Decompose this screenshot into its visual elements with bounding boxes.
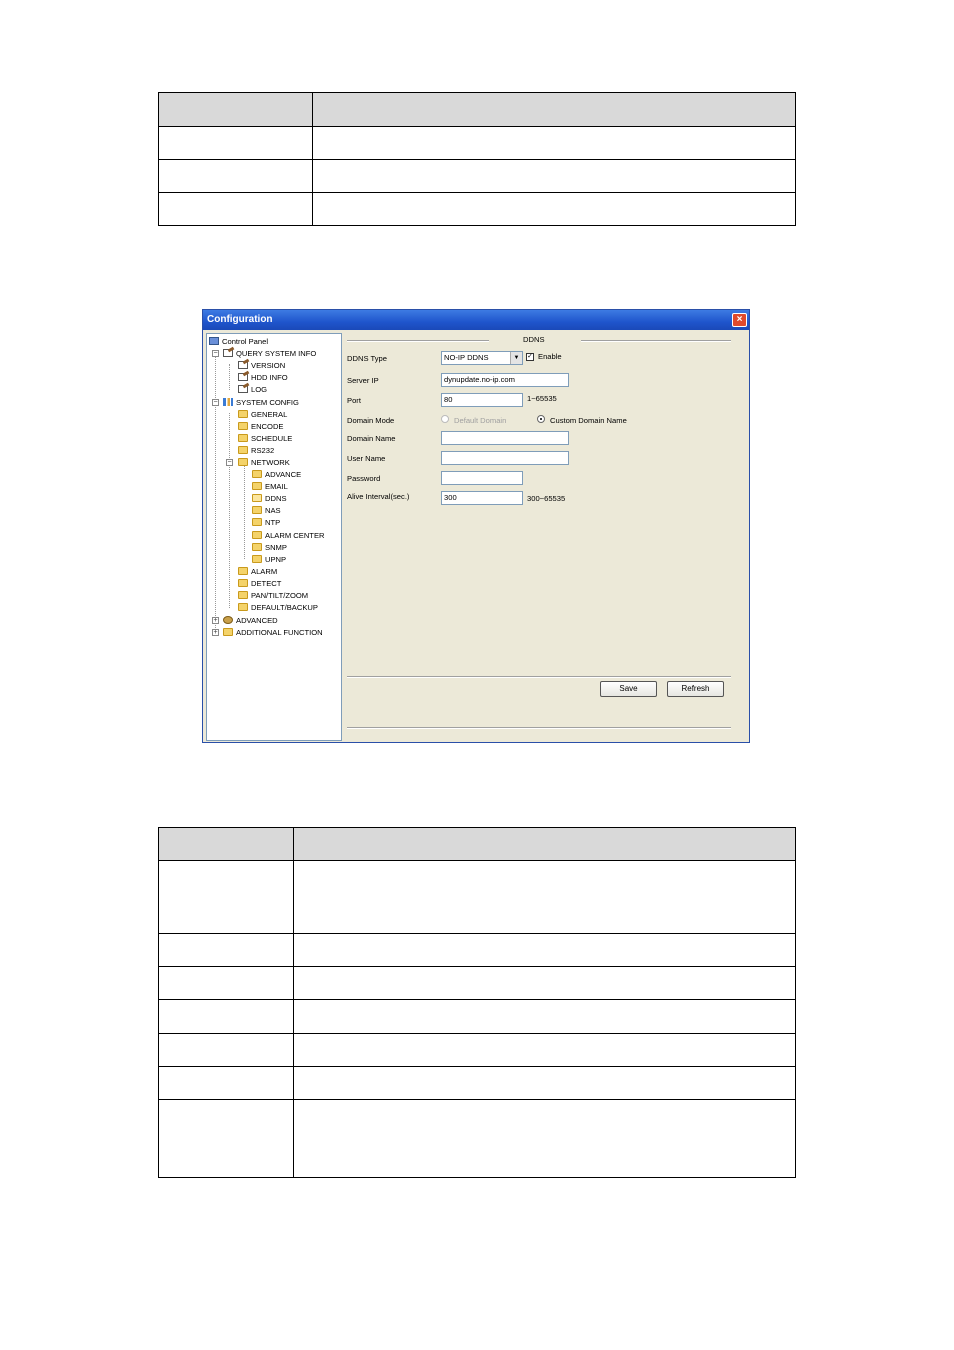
- port-label: Port: [347, 396, 361, 405]
- folder-icon: [238, 434, 248, 442]
- table-cell: [294, 934, 796, 967]
- table-cell: [159, 1100, 294, 1178]
- table-cell: [159, 160, 313, 193]
- port-range-hint: 1~65535: [527, 394, 557, 403]
- table-cell: [294, 828, 796, 861]
- alive-interval-label: Alive Interval(sec.): [347, 492, 410, 501]
- tree-item-advanced[interactable]: ADVANCED: [223, 615, 278, 626]
- tree-item-general[interactable]: GENERAL: [238, 409, 287, 420]
- table-cell: [159, 1000, 294, 1034]
- folder-icon: [238, 567, 248, 575]
- divider: [581, 340, 731, 342]
- section-title: DDNS: [523, 335, 545, 344]
- configuration-window: [202, 309, 750, 743]
- computer-icon: [209, 337, 219, 345]
- close-icon: ×: [736, 314, 743, 325]
- tree-item-query-system-info[interactable]: QUERY SYSTEM INFO: [223, 348, 316, 359]
- domain-name-label: Domain Name: [347, 434, 396, 443]
- table-cell: [294, 967, 796, 1000]
- tree-item-control-panel[interactable]: Control Panel: [209, 336, 268, 347]
- chevron-down-icon: ▼: [510, 352, 522, 364]
- tree-item-email[interactable]: EMAIL: [252, 481, 288, 492]
- tree-item-alarm[interactable]: ALARM: [238, 566, 277, 577]
- tree-item-network[interactable]: NETWORK: [238, 457, 290, 468]
- folder-icon: [238, 603, 248, 611]
- gear-icon: [223, 616, 233, 624]
- user-name-input[interactable]: [441, 451, 569, 465]
- table-row: [159, 1000, 796, 1034]
- expand-toggle[interactable]: +: [213, 617, 218, 624]
- refresh-button[interactable]: Refresh: [667, 681, 724, 697]
- divider: [347, 727, 731, 729]
- table-cell: [294, 1100, 796, 1178]
- tree-item-alarm-center[interactable]: ALARM CENTER: [252, 530, 325, 541]
- table-cell: [159, 828, 294, 861]
- collapse-toggle[interactable]: −: [213, 350, 218, 357]
- tree-item-pan-tilt-zoom[interactable]: PAN/TILT/ZOOM: [238, 590, 308, 601]
- table-cell: [294, 1000, 796, 1034]
- alive-interval-range-hint: 300~65535: [527, 494, 566, 503]
- table-row: [159, 127, 796, 160]
- table-cell: [159, 93, 313, 127]
- folder-icon: [238, 422, 248, 430]
- enable-checkbox[interactable]: [526, 353, 534, 361]
- tree-item-default-backup[interactable]: DEFAULT/BACKUP: [238, 602, 318, 613]
- collapse-toggle[interactable]: −: [213, 399, 218, 406]
- notepad-icon: [238, 373, 248, 381]
- table-header-row: [159, 93, 796, 127]
- server-ip-input[interactable]: dynupdate.no-ip.com: [441, 373, 569, 387]
- open-folder-icon: [252, 494, 262, 502]
- table-cell: [294, 1067, 796, 1100]
- save-button[interactable]: Save: [600, 681, 657, 697]
- title-bar[interactable]: [203, 310, 749, 330]
- table-cell: [313, 160, 796, 193]
- table-row: [159, 967, 796, 1000]
- table-row: [159, 1034, 796, 1067]
- folder-icon: [238, 458, 248, 466]
- tree-item-schedule[interactable]: SCHEDULE: [238, 433, 292, 444]
- navigation-tree[interactable]: [206, 333, 342, 741]
- folder-icon: [238, 591, 248, 599]
- top-parameter-table: [158, 92, 796, 226]
- ddns-settings-panel: [343, 332, 749, 742]
- table-cell: [159, 127, 313, 160]
- folder-icon: [238, 410, 248, 418]
- notepad-icon: [238, 385, 248, 393]
- password-label: Password: [347, 474, 381, 483]
- tree-item-version[interactable]: VERSION: [238, 360, 285, 371]
- user-name-label: User Name: [347, 454, 386, 463]
- server-ip-label: Server IP: [347, 376, 379, 385]
- close-button[interactable]: [732, 313, 747, 327]
- folder-icon: [252, 470, 262, 478]
- table-header-row: [159, 828, 796, 861]
- folder-icon: [238, 579, 248, 587]
- table-row: [159, 1067, 796, 1100]
- password-input[interactable]: [441, 471, 523, 485]
- table-cell: [313, 93, 796, 127]
- tree-item-additional-function[interactable]: ADDITIONAL FUNCTION: [223, 627, 323, 638]
- folder-icon: [223, 628, 233, 636]
- table-row: [159, 861, 796, 934]
- port-input[interactable]: 80: [441, 393, 523, 407]
- table-cell: [159, 193, 313, 226]
- ddns-type-select[interactable]: NO-IP DDNS ▼: [441, 351, 523, 365]
- enable-label: Enable: [538, 352, 562, 361]
- table-cell: [313, 127, 796, 160]
- default-domain-label: Default Domain: [454, 416, 507, 425]
- tree-item-rs232[interactable]: RS232: [238, 445, 274, 456]
- alive-interval-input[interactable]: 300: [441, 491, 523, 505]
- folder-icon: [252, 555, 262, 563]
- table-row: [159, 160, 796, 193]
- collapse-toggle[interactable]: −: [227, 459, 232, 466]
- tree-item-snmp[interactable]: SNMP: [252, 542, 287, 553]
- folder-icon: [252, 531, 262, 539]
- folder-icon: [238, 446, 248, 454]
- table-cell: [294, 1034, 796, 1067]
- tree-item-log[interactable]: LOG: [238, 384, 267, 395]
- tree-item-advance[interactable]: ADVANCE: [252, 469, 301, 480]
- table-cell: [159, 934, 294, 967]
- table-row: [159, 934, 796, 967]
- notepad-icon: [238, 361, 248, 369]
- system-config-icon: [223, 398, 233, 406]
- table-cell: [159, 861, 294, 934]
- ddns-type-label: DDNS Type: [347, 354, 387, 363]
- tree-item-ntp[interactable]: NTP: [252, 517, 280, 528]
- divider: [347, 340, 489, 342]
- check-icon: ✓: [527, 353, 533, 360]
- folder-icon: [252, 543, 262, 551]
- tree-item-upnp[interactable]: UPNP: [252, 554, 286, 565]
- table-cell: [159, 1067, 294, 1100]
- tree-item-system-config[interactable]: SYSTEM CONFIG: [223, 397, 299, 408]
- table-row: [159, 1100, 796, 1178]
- tree-item-hdd-info[interactable]: HDD INFO: [238, 372, 288, 383]
- bottom-parameter-table: [158, 827, 796, 1178]
- tree-item-encode[interactable]: ENCODE: [238, 421, 284, 432]
- domain-name-input[interactable]: [441, 431, 569, 445]
- divider: [347, 676, 731, 678]
- domain-mode-label: Domain Mode: [347, 416, 395, 425]
- table-cell: [313, 193, 796, 226]
- notepad-icon: [223, 349, 233, 357]
- table-row: [159, 193, 796, 226]
- default-domain-radio[interactable]: [441, 415, 449, 423]
- folder-icon: [252, 482, 262, 490]
- folder-icon: [252, 506, 262, 514]
- folder-icon: [252, 518, 262, 526]
- tree-item-ddns[interactable]: DDNS: [252, 493, 287, 504]
- window-title: Configuration: [207, 314, 273, 325]
- table-cell: [294, 861, 796, 934]
- tree-item-nas[interactable]: NAS: [252, 505, 281, 516]
- table-cell: [159, 1034, 294, 1067]
- custom-domain-radio[interactable]: [537, 415, 545, 423]
- expand-toggle[interactable]: +: [213, 629, 218, 636]
- tree-item-detect[interactable]: DETECT: [238, 578, 281, 589]
- table-cell: [159, 967, 294, 1000]
- custom-domain-label: Custom Domain Name: [550, 416, 627, 425]
